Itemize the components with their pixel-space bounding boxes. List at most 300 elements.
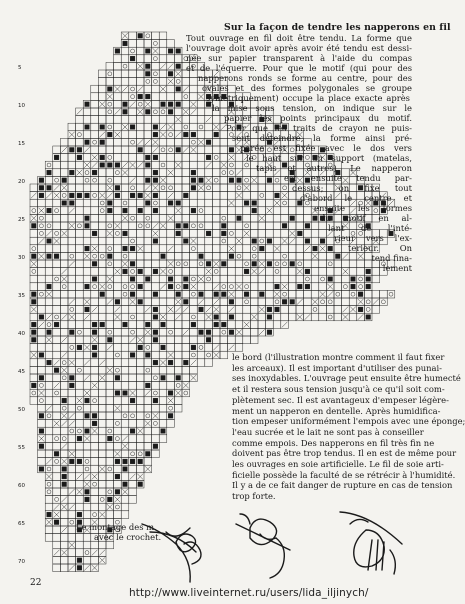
chart-stitch-cross: [130, 299, 136, 305]
chart-cell: [98, 268, 106, 276]
chart-stitch-filled: [108, 208, 113, 213]
chart-cell: [30, 184, 38, 192]
chart-cell: [342, 298, 350, 306]
chart-cell: [212, 116, 220, 124]
chart-cell: [106, 511, 114, 519]
chart-cell: [91, 397, 99, 405]
chart-stitch-filled: [62, 201, 67, 206]
chart-stitch-cross: [358, 299, 364, 305]
chart-stitch-filled: [115, 300, 120, 305]
chart-stitch-filled: [100, 322, 105, 327]
chart-stitch-circle: [381, 300, 385, 304]
chart-stitch-diagonal: [107, 299, 113, 305]
chart-stitch-cross: [274, 291, 280, 297]
chart-cell: [144, 55, 152, 63]
chart-stitch-filled: [146, 353, 151, 358]
chart-stitch-circle: [77, 429, 81, 433]
chart-stitch-diagonal: [46, 314, 52, 320]
chart-cell: [106, 237, 114, 245]
chart-cell: [342, 260, 350, 268]
chart-cell: [114, 146, 122, 154]
chart-cell: [205, 290, 213, 298]
chart-stitch-cross: [54, 421, 60, 427]
chart-cell: [76, 176, 84, 184]
chart-cell: [129, 230, 137, 238]
chart-stitch-filled: [161, 429, 166, 434]
chart-cell: [68, 534, 76, 542]
chart-cell: [129, 488, 137, 496]
chart-stitch-cross: [198, 185, 204, 191]
chart-stitch-filled: [115, 391, 120, 396]
chart-stitch-filled: [184, 193, 189, 198]
chart-cell: [220, 336, 228, 344]
chart-cell: [152, 199, 160, 207]
chart-cell: [357, 275, 365, 283]
chart-cell: [205, 283, 213, 291]
chart-stitch-filled: [168, 284, 173, 289]
chart-stitch-cross: [206, 314, 212, 320]
chart-cell: [83, 321, 91, 329]
chart-cell: [136, 450, 144, 458]
chart-stitch-circle: [146, 34, 150, 38]
chart-cell: [53, 214, 61, 222]
chart-stitch-diagonal: [69, 489, 75, 495]
chart-cell: [212, 192, 220, 200]
chart-cell: [296, 214, 304, 222]
chart-cell: [129, 85, 137, 93]
chart-cell: [228, 184, 236, 192]
chart-stitch-cross: [229, 155, 235, 161]
chart-stitch-cross: [31, 352, 37, 358]
chart-cell: [136, 275, 144, 283]
chart-cell: [91, 556, 99, 564]
chart-stitch-circle: [245, 285, 249, 289]
chart-cell: [98, 260, 106, 268]
chart-stitch-filled: [108, 201, 113, 206]
chart-cell: [197, 199, 205, 207]
chart-cell: [83, 511, 91, 519]
chart-cell: [319, 230, 327, 238]
chart-stitch-circle: [275, 300, 279, 304]
chart-cell: [68, 496, 76, 504]
chart-stitch-filled: [252, 201, 257, 206]
chart-cell: [152, 260, 160, 268]
chart-cell: [53, 336, 61, 344]
chart-stitch-cross: [99, 512, 105, 518]
chart-stitch-filled: [70, 330, 75, 335]
chart-cell: [53, 313, 61, 321]
chart-cell: [98, 450, 106, 458]
chart-cell: [91, 131, 99, 139]
chart-cell: [53, 488, 61, 496]
chart-cell: [38, 298, 46, 306]
chart-cell: [273, 230, 281, 238]
chart-stitch-filled: [153, 155, 158, 160]
chart-stitch-circle: [146, 414, 150, 418]
chart-cell: [250, 328, 258, 336]
paragraph1-line: papier les points principaux du motif.: [224, 113, 412, 123]
chart-cell: [76, 351, 84, 359]
chart-cell: [76, 427, 84, 435]
chart-cell: [197, 313, 205, 321]
chart-stitch-circle: [131, 87, 135, 91]
chart-cell: [68, 275, 76, 283]
chart-cell: [182, 313, 190, 321]
chart-cell: [60, 450, 68, 458]
chart-cell: [45, 480, 53, 488]
chart-cell: [30, 207, 38, 215]
chart-cell: [91, 138, 99, 146]
chart-cell: [159, 382, 167, 390]
chart-stitch-filled: [123, 482, 128, 487]
chart-cell: [288, 252, 296, 260]
chart-cell: [106, 382, 114, 390]
chart-stitch-filled: [320, 239, 325, 244]
chart-stitch-diagonal: [145, 139, 151, 145]
chart-cell: [83, 230, 91, 238]
chart-cell: [129, 146, 137, 154]
chart-cell: [288, 290, 296, 298]
chart-cell: [174, 404, 182, 412]
chart-stitch-cross: [145, 193, 151, 199]
chart-cell: [60, 252, 68, 260]
chart-stitch-cross: [46, 519, 52, 525]
chart-stitch-circle: [108, 72, 112, 76]
chart-cell: [205, 184, 213, 192]
chart-stitch-diagonal: [229, 307, 235, 313]
chart-stitch-diagonal: [183, 86, 189, 92]
chart-stitch-circle: [283, 201, 287, 205]
chart-cell: [167, 138, 175, 146]
chart-cell: [266, 283, 274, 291]
chart-stitch-circle: [93, 254, 97, 258]
chart-stitch-circle: [328, 315, 332, 319]
chart-stitch-diagonal: [168, 246, 174, 252]
chart-cell: [174, 336, 182, 344]
chart-cell: [159, 275, 167, 283]
chart-stitch-circle: [275, 178, 279, 182]
chart-cell: [212, 161, 220, 169]
chart-cell: [45, 397, 53, 405]
chart-stitch-circle: [245, 224, 249, 228]
chart-cell: [167, 93, 175, 101]
chart-cell: [182, 214, 190, 222]
chart-cell: [38, 328, 46, 336]
chart-stitch-filled: [54, 155, 59, 160]
chart-cell: [281, 245, 289, 253]
illustration-caption: [76, 522, 161, 542]
chart-cell: [106, 442, 114, 450]
chart-stitch-filled: [146, 49, 151, 54]
chart-cell: [91, 123, 99, 131]
chart-stitch-diagonal: [39, 238, 45, 244]
chart-stitch-filled: [191, 186, 196, 191]
chart-stitch-cross: [175, 162, 181, 168]
chart-cell: [144, 283, 152, 291]
chart-cell: [129, 154, 137, 162]
chart-stitch-circle: [47, 163, 51, 167]
chart-cell: [212, 222, 220, 230]
chart-cell: [273, 214, 281, 222]
chart-cell: [235, 184, 243, 192]
chart-cell: [136, 442, 144, 450]
chart-cell: [106, 351, 114, 359]
chart-cell: [296, 290, 304, 298]
chart-cell: [235, 207, 243, 215]
chart-stitch-cross: [137, 474, 143, 480]
chart-cell: [68, 237, 76, 245]
chart-stitch-circle: [169, 148, 173, 152]
chart-cell: [159, 336, 167, 344]
paragraph2-line: les ouvrages en soie artificielle. Le fil de soie arti-: [232, 459, 444, 469]
chart-cell: [121, 397, 129, 405]
chart-cell: [98, 404, 106, 412]
chart-cell: [68, 549, 76, 557]
chart-cell: [182, 123, 190, 131]
chart-stitch-cross: [137, 63, 143, 69]
chart-stitch-circle: [169, 133, 173, 137]
chart-stitch-filled: [70, 459, 75, 464]
chart-cell: [76, 237, 84, 245]
chart-stitch-filled: [222, 322, 227, 327]
chart-cell: [83, 503, 91, 511]
chart-stitch-circle: [191, 292, 195, 296]
chart-stitch-filled: [138, 269, 143, 274]
chart-cell: [121, 131, 129, 139]
chart-cell: [182, 161, 190, 169]
chart-stitch-filled: [77, 345, 82, 350]
chart-cell: [91, 465, 99, 473]
chart-cell: [220, 199, 228, 207]
chart-cell: [53, 275, 61, 283]
chart-cell: [296, 222, 304, 230]
chart-cell: [91, 359, 99, 367]
chart-cell: [106, 290, 114, 298]
chart-stitch-filled: [130, 277, 135, 282]
chart-stitch-circle: [47, 323, 51, 327]
chart-stitch-circle: [85, 459, 89, 463]
chart-cell: [114, 283, 122, 291]
chart-cell: [98, 328, 106, 336]
chart-cell: [38, 245, 46, 253]
chart-cell: [212, 199, 220, 207]
chart-stitch-cross: [191, 238, 197, 244]
chart-cell: [68, 518, 76, 526]
chart-cell: [288, 306, 296, 314]
chart-cell: [152, 55, 160, 63]
chart-cell: [197, 161, 205, 169]
chart-cell: [106, 123, 114, 131]
chart-cell: [190, 268, 198, 276]
chart-cell: [174, 176, 182, 184]
chart-cell: [114, 351, 122, 359]
chart-cell: [98, 252, 106, 260]
chart-cell: [91, 290, 99, 298]
chart-cell: [250, 252, 258, 260]
chart-stitch-circle: [62, 285, 66, 289]
chart-cell: [98, 146, 106, 154]
chart-cell: [182, 176, 190, 184]
chart-stitch-filled: [184, 224, 189, 229]
chart-stitch-circle: [161, 110, 165, 114]
chart-cell: [235, 199, 243, 207]
chart-cell: [45, 306, 53, 314]
chart-cell: [45, 534, 53, 542]
chart-stitch-diagonal: [92, 162, 98, 168]
chart-cell: [129, 47, 137, 55]
chart-stitch-filled: [130, 459, 135, 464]
chart-stitch-circle: [283, 262, 287, 266]
chart-stitch-circle: [184, 95, 188, 99]
chart-cell: [266, 321, 274, 329]
chart-stitch-filled: [39, 467, 44, 472]
chart-cell: [30, 199, 38, 207]
chart-cell: [174, 382, 182, 390]
chart-stitch-cross: [84, 162, 90, 168]
chart-cell: [182, 116, 190, 124]
chart-cell: [235, 344, 243, 352]
chart-cell: [281, 313, 289, 321]
chart-stitch-filled: [130, 246, 135, 251]
chart-cell: [68, 283, 76, 291]
chart-cell: [45, 526, 53, 534]
chart-cell: [220, 268, 228, 276]
chart-cell: [182, 199, 190, 207]
chart-stitch-filled: [229, 254, 234, 259]
chart-cell: [45, 427, 53, 435]
chart-cell: [106, 260, 114, 268]
chart-stitch-circle: [115, 353, 119, 357]
chart-stitch-circle: [108, 285, 112, 289]
chart-cell: [106, 465, 114, 473]
chart-cell: [220, 154, 228, 162]
chart-stitch-filled: [62, 474, 67, 479]
chart-cell: [273, 321, 281, 329]
chart-cell: [114, 100, 122, 108]
chart-cell: [174, 55, 182, 63]
chart-stitch-filled: [108, 436, 113, 441]
chart-cell: [243, 328, 251, 336]
chart-stitch-diagonal: [69, 413, 75, 419]
chart-cell: [152, 40, 160, 48]
chart-stitch-circle: [222, 285, 226, 289]
chart-cell: [159, 161, 167, 169]
chart-cell: [38, 222, 46, 230]
chart-cell: [250, 298, 258, 306]
chart-cell: [106, 412, 114, 420]
chart-stitch-circle: [191, 353, 195, 357]
chart-cell: [45, 465, 53, 473]
paragraph2-line: tion empeser uniformément l'empois avec une éponge;: [232, 416, 465, 427]
chart-cell: [159, 214, 167, 222]
chart-cell: [334, 283, 342, 291]
chart-stitch-circle: [199, 125, 203, 129]
chart-stitch-filled: [115, 376, 120, 381]
chart-stitch-diagonal: [39, 322, 45, 328]
chart-cell: [144, 131, 152, 139]
chart-cell: [288, 207, 296, 215]
chart-stitch-cross: [153, 231, 159, 237]
chart-stitch-filled: [305, 284, 310, 289]
chart-cell: [129, 465, 137, 473]
chart-stitch-filled: [138, 148, 143, 153]
chart-cell: [68, 184, 76, 192]
chart-stitch-circle: [283, 292, 287, 296]
chart-stitch-filled: [161, 345, 166, 350]
chart-stitch-filled: [244, 201, 249, 206]
chart-cell: [91, 283, 99, 291]
chart-cell: [121, 290, 129, 298]
chart-cell: [319, 306, 327, 314]
chart-stitch-cross: [61, 459, 67, 465]
chart-cell: [45, 344, 53, 352]
chart-stitch-filled: [138, 459, 143, 464]
chart-stitch-circle: [32, 269, 36, 273]
chart-cell: [91, 100, 99, 108]
chart-cell: [114, 237, 122, 245]
chart-stitch-cross: [198, 94, 204, 100]
chart-stitch-cross: [229, 291, 235, 297]
chart-stitch-cross: [153, 139, 159, 145]
chart-cell: [68, 306, 76, 314]
chart-stitch-diagonal: [145, 390, 151, 396]
chart-stitch-filled: [366, 277, 371, 282]
chart-stitch-filled: [130, 125, 135, 130]
chart-stitch-filled: [222, 262, 227, 267]
chart-cell: [319, 275, 327, 283]
chart-stitch-circle: [77, 330, 81, 334]
chart-cell: [159, 435, 167, 443]
page-number: 22: [30, 578, 42, 588]
chart-stitch-diagonal: [54, 185, 60, 191]
chart-cell: [334, 260, 342, 268]
chart-cell: [266, 192, 274, 200]
chart-cell: [326, 306, 334, 314]
chart-cell: [319, 252, 327, 260]
chart-stitch-circle: [32, 391, 36, 395]
chart-cell: [144, 214, 152, 222]
chart-stitch-cross: [122, 215, 128, 221]
chart-stitch-diagonal: [46, 193, 52, 199]
chart-stitch-cross: [137, 428, 143, 434]
chart-cell: [129, 199, 137, 207]
chart-stitch-circle: [131, 49, 135, 53]
chart-stitch-filled: [153, 398, 158, 403]
chart-cell: [76, 214, 84, 222]
chart-stitch-filled: [153, 208, 158, 213]
chart-stitch-diagonal: [69, 261, 75, 267]
chart-stitch-cross: [54, 238, 60, 244]
chart-stitch-cross: [84, 345, 90, 351]
chart-cell: [53, 290, 61, 298]
chart-stitch-cross: [259, 307, 265, 313]
chart-cell: [45, 366, 53, 374]
chart-stitch-filled: [290, 216, 295, 221]
chart-row-number: 20: [18, 179, 25, 185]
chart-cell: [76, 420, 84, 428]
chart-stitch-circle: [93, 140, 97, 144]
chart-cell: [167, 344, 175, 352]
chart-stitch-cross: [99, 101, 105, 107]
chart-cell: [182, 389, 190, 397]
chart-stitch-filled: [267, 330, 272, 335]
chart-cell: [60, 260, 68, 268]
chart-cell: [76, 374, 84, 382]
chart-cell: [53, 298, 61, 306]
chart-cell: [258, 207, 266, 215]
chart-cell: [334, 245, 342, 253]
chart-stitch-circle: [32, 209, 36, 213]
